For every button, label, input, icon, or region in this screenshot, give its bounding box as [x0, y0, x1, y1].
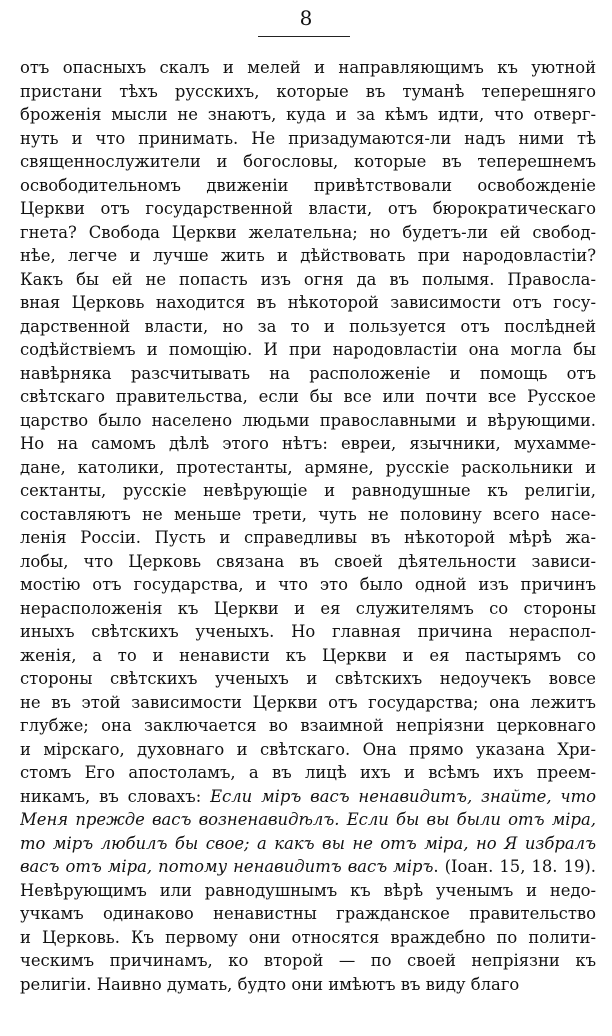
- text-line: [20, 738, 596, 762]
- text-line: [20, 362, 596, 386]
- text-segment: нѣе, легче и лучше жить и дѣйствовать при народовластіи?: [20, 246, 596, 265]
- text-line: [20, 503, 596, 527]
- header-rule: [258, 36, 350, 37]
- text-segment: Невѣрующимъ или равнодушнымъ къ вѣрѣ ученымъ и недо-: [20, 880, 596, 900]
- text-segment: содѣйствіемъ и помощію. И при народовластіи она могла бы: [20, 340, 596, 359]
- text-segment: . (Іоан. 15, 18. 19).: [433, 857, 596, 876]
- text-line: [20, 291, 596, 315]
- text-segment: глубже; она заключается во взаимной непріязни церковнаго: [20, 716, 596, 735]
- text-line: [20, 808, 596, 832]
- text-line: [20, 338, 596, 362]
- text-line: [20, 573, 596, 597]
- text-segment: иныхъ свѣтскихъ ученыхъ. Но главная причина нераспол-: [20, 622, 596, 641]
- text-segment: гнета? Свобода Церкви желательна; но будетъ-ли ей свобод-: [20, 222, 596, 242]
- text-segment: Но на самомъ дѣлѣ этого нѣтъ: евреи, язычники, мухамме-: [20, 434, 596, 453]
- text-line: [20, 832, 596, 856]
- text-segment: и мірскаго, духовнаго и свѣтскаго. Она прямо указана Хри-: [20, 739, 596, 759]
- text-segment: Церкви отъ государственной власти, отъ бюрократическаго: [20, 199, 596, 218]
- text-line: [20, 103, 596, 127]
- text-line: [20, 80, 596, 104]
- text-line: [20, 268, 596, 292]
- text-line: [20, 221, 596, 245]
- text-segment: учкамъ одинаково ненавистны гражданское правительство: [20, 904, 596, 923]
- italic-quote-segment: то міръ любилъ бы свое; а какъ вы не отъ міра, но Я избралъ: [20, 833, 596, 853]
- text-line: [20, 526, 596, 550]
- text-line: [20, 315, 596, 339]
- text-segment: свѣтскаго правительства, если бы все или почти все Русское: [20, 387, 596, 406]
- text-segment: дане, католики, протестанты, армяне, русскіе раскольники и: [20, 457, 596, 477]
- text-line: [20, 879, 596, 903]
- text-line: [20, 785, 596, 809]
- italic-quote-segment: Меня прежде васъ возненавидѣлъ. Если бы вы были отъ міра,: [20, 810, 596, 829]
- text-line: [20, 197, 596, 221]
- text-line: [20, 597, 596, 621]
- page-number: 8: [299, 6, 313, 30]
- text-segment: отъ опасныхъ скалъ и мелей и направляющимъ къ уютной: [20, 58, 596, 77]
- text-line: [20, 409, 596, 433]
- text-line: [20, 620, 596, 644]
- text-line: [20, 973, 596, 997]
- text-segment: дарственной власти, но за то и пользуется отъ послѣдней: [20, 316, 596, 336]
- text-line: [20, 479, 596, 503]
- text-segment: не въ этой зависимости Церкви отъ государства; она лежитъ: [20, 692, 596, 712]
- text-segment: царство было населено людьми православными и вѣрующими.: [20, 410, 596, 430]
- text-line: [20, 432, 596, 456]
- text-segment: священнослужители и богословы, которые въ теперешнемъ: [20, 152, 596, 171]
- text-line: [20, 761, 596, 785]
- text-line: [20, 456, 596, 480]
- text-segment: лобы, что Церковь связана въ своей дѣятельности зависи-: [20, 551, 596, 571]
- text-line: [20, 902, 596, 926]
- text-line: [20, 644, 596, 668]
- text-segment: стомъ Его апостоламъ, а въ лицѣ ихъ и всѣмъ ихъ преем-: [20, 763, 596, 782]
- text-segment: навѣрняка разсчитывать на расположеніе и помощь отъ: [20, 363, 596, 383]
- text-segment: Какъ бы ей не попасть изъ огня да въ полымя. Правосла-: [20, 269, 596, 289]
- text-line: [20, 714, 596, 738]
- text-segment: никамъ, въ словахъ:: [20, 786, 211, 806]
- body-text: [20, 56, 596, 996]
- text-segment: стороны свѣтскихъ ученыхъ и свѣтскихъ недоучекъ вовсе: [20, 669, 596, 688]
- text-line: [20, 56, 596, 80]
- text-segment: мостію отъ государства, и что это было одной изъ причинъ: [20, 575, 596, 594]
- text-line: [20, 691, 596, 715]
- text-line: [20, 926, 596, 950]
- text-line: [20, 385, 596, 409]
- text-segment: составляютъ не меньше трети, чуть не половину всего насе-: [20, 504, 596, 524]
- italic-quote-segment: васъ отъ міра, потому ненавидитъ васъ міръ: [20, 857, 434, 876]
- text-segment: религіи. Наивно думать, будто они имѣютъ въ виду благо: [20, 974, 520, 994]
- text-segment: освободительномъ движеніи привѣтствовали освобожденіе: [20, 175, 596, 195]
- text-segment: пристани тѣхъ русскихъ, которые въ туманѣ теперешняго: [20, 81, 596, 101]
- text-line: [20, 667, 596, 691]
- text-line: [20, 855, 596, 879]
- text-line: [20, 127, 596, 151]
- text-segment: броженія мысли не знаютъ, куда и за кѣмъ идти, что отверг-: [20, 105, 596, 124]
- text-line: [20, 244, 596, 268]
- text-segment: и Церковь. Къ первому они относятся враждебно по полити-: [20, 927, 596, 947]
- text-segment: нерасположенія къ Церкви и ея служителямъ со стороны: [20, 598, 596, 618]
- text-line: [20, 550, 596, 574]
- text-line: [20, 949, 596, 973]
- text-segment: вная Церковь находится въ нѣкоторой зависимости отъ госу-: [20, 293, 596, 312]
- text-segment: сектанты, русскіе невѣрующіе и равнодушные къ религіи,: [20, 481, 596, 500]
- text-segment: ленія Россіи. Пусть и справедливы въ нѣкоторой мѣрѣ жа-: [20, 528, 596, 547]
- text-line: [20, 174, 596, 198]
- text-line: [20, 150, 596, 174]
- italic-quote-segment: Если міръ васъ ненавидитъ, знайте, что: [210, 786, 596, 806]
- text-segment: женія, а то и ненависти къ Церкви и ея пастырямъ со: [20, 645, 596, 665]
- text-segment: ческимъ причинамъ, ко второй — по своей непріязни къ: [20, 951, 596, 970]
- text-segment: нуть и что принимать. Не призадумаются-ли надъ ними тѣ: [20, 128, 596, 148]
